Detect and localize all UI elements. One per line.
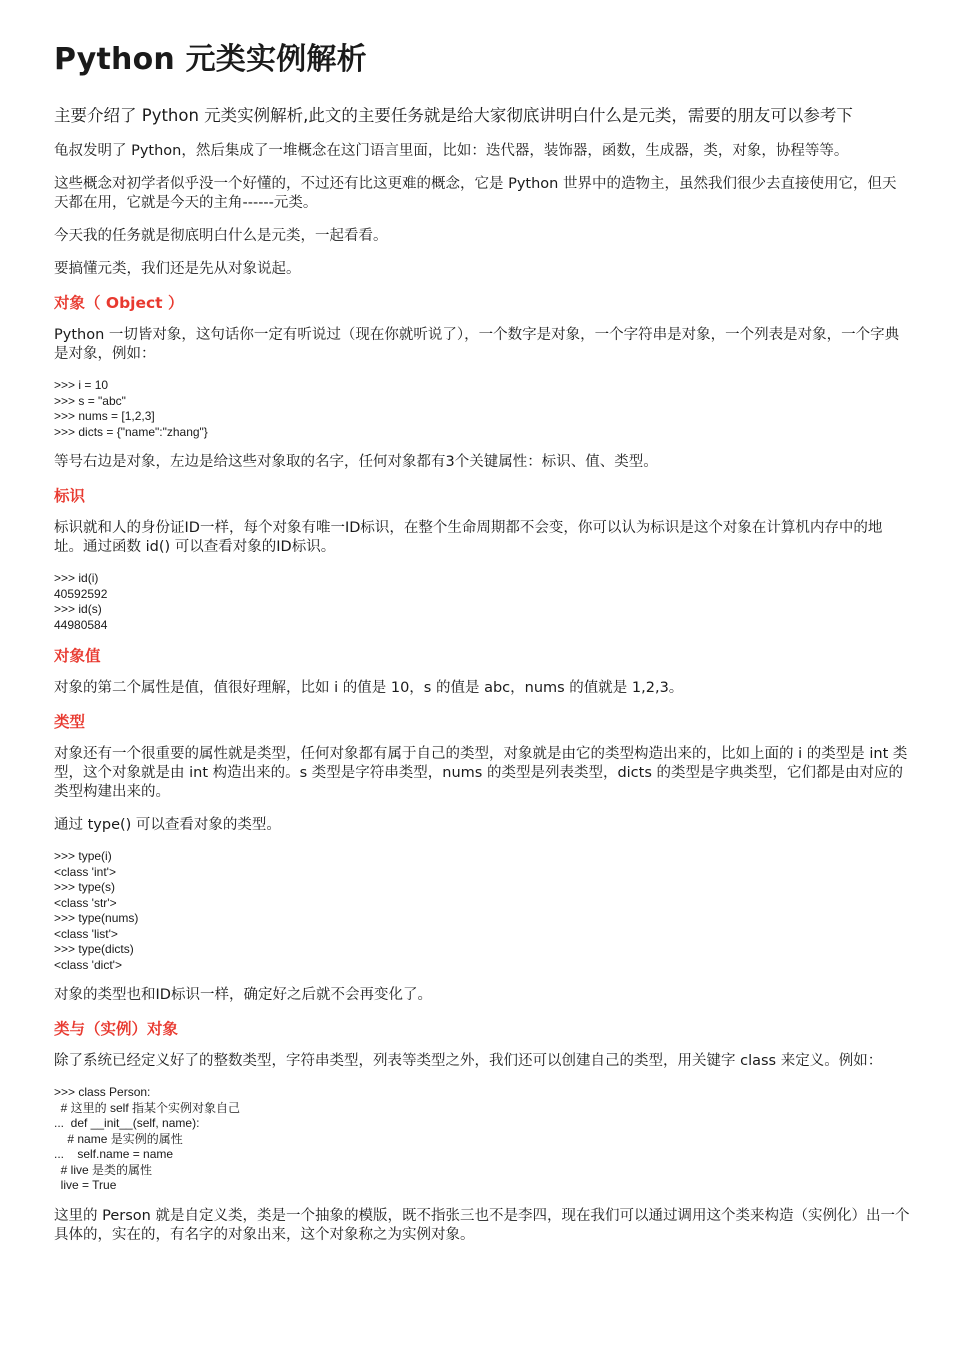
page-title: Python 元类实例解析 [54, 42, 367, 77]
article [54, 38, 910, 1259]
type-paragraph-2: 通过 type() 可以查看对象的类型。 [54, 817, 281, 833]
code-block-id: >>> id(i) 40592592 >>> id(s) 44980584 [54, 571, 108, 632]
section-heading-object: 对象（ Object ） [54, 294, 184, 312]
value-paragraph: 对象的第二个属性是值，值很好理解，比如 i 的值是 10，s 的值是 abc，nums 的值就是 1,2,3。 [54, 680, 684, 696]
section-heading-type: 类型 [54, 713, 86, 731]
section-heading-identity: 标识 [54, 487, 86, 505]
intro-paragraph-4: 要搞懂元类，我们还是先从对象说起。 [54, 261, 301, 277]
intro-paragraph-2: 这些概念对初学者似乎没一个好懂的，不过还有比这更难的概念，它是 Python 世界中的造物主，虽然我们很少去直接使用它，但天天都在用，它就是今天的主角------元类。 [54, 176, 897, 211]
class-after-paragraph: 这里的 Person 就是自定义类，类是一个抽象的模版，既不指张三也不是李四，现在我们可以通过调用这个类来构造（实例化）出一个具体的，实在的，有名字的对象出来，这个对象称之为实例对象。 [54, 1207, 910, 1243]
type-paragraph: 对象还有一个很重要的属性就是类型，任何对象都有属于自己的类型，对象就是由它的类型构造出来的，比如上面的 i 的类型是 int 类型，这个对象就是由 int 构造出来的。s 类型是字符串类型，nums 的类型是列表类型，dicts 的类型是字典类型，它们都是由对应的类型构建出来的。 [54, 746, 908, 800]
intro-paragraph-1: 龟叔发明了 Python，然后集成了一堆概念在这门语言里面，比如：迭代器，装饰器，函数，生成器，类，对象，协程等等。 [54, 143, 849, 159]
identity-paragraph: 标识就和人的身份证ID一样，每个对象有唯一ID标识，在整个生命周期都不会变，你可以认为标识是这个对象在计算机内存中的地址。通过函数 id() 可以查看对象的ID标识。 [54, 520, 883, 555]
class-paragraph: 除了系统已经定义好了的整数类型，字符串类型，列表等类型之外，我们还可以创建自己的类型，用关键字 class 来定义。例如： [54, 1053, 883, 1069]
lead-paragraph: 主要介绍了 Python 元类实例解析,此文的主要任务就是给大家彻底讲明白什么是元类，需要的朋友可以参考下 [54, 106, 853, 125]
object-after-paragraph: 等号右边是对象，左边是给这些对象取的名字，任何对象都有3个关键属性：标识、值、类型。 [54, 454, 658, 470]
section-heading-class: 类与（实例）对象 [54, 1020, 179, 1038]
code-block-class: >>> class Person: # 这里的 self 指某个实例对象自己 ... def __init__(self, name): # name 是实例的属性 ... self.name = name # live 是类的属性 live = True [54, 1085, 241, 1192]
code-block-assignment: >>> i = 10 >>> s = "abc" >>> nums = [1,2,3] >>> dicts = {"name":"zhang"} [54, 378, 208, 439]
code-block-type: >>> type(i) <class 'int'> >>> type(s) <class 'str'> >>> type(nums) <class 'list'> >>> type(dicts) <class 'dict'> [54, 849, 139, 972]
type-after-paragraph: 对象的类型也和ID标识一样，确定好之后就不会再变化了。 [54, 987, 432, 1003]
object-paragraph: Python 一切皆对象，这句话你一定有听说过（现在你就听说了），一个数字是对象，一个字符串是对象，一个列表是对象，一个字典是对象，例如： [54, 327, 900, 362]
intro-paragraph-3: 今天我的任务就是彻底明白什么是元类，一起看看。 [54, 228, 388, 244]
section-heading-value: 对象值 [54, 647, 101, 665]
